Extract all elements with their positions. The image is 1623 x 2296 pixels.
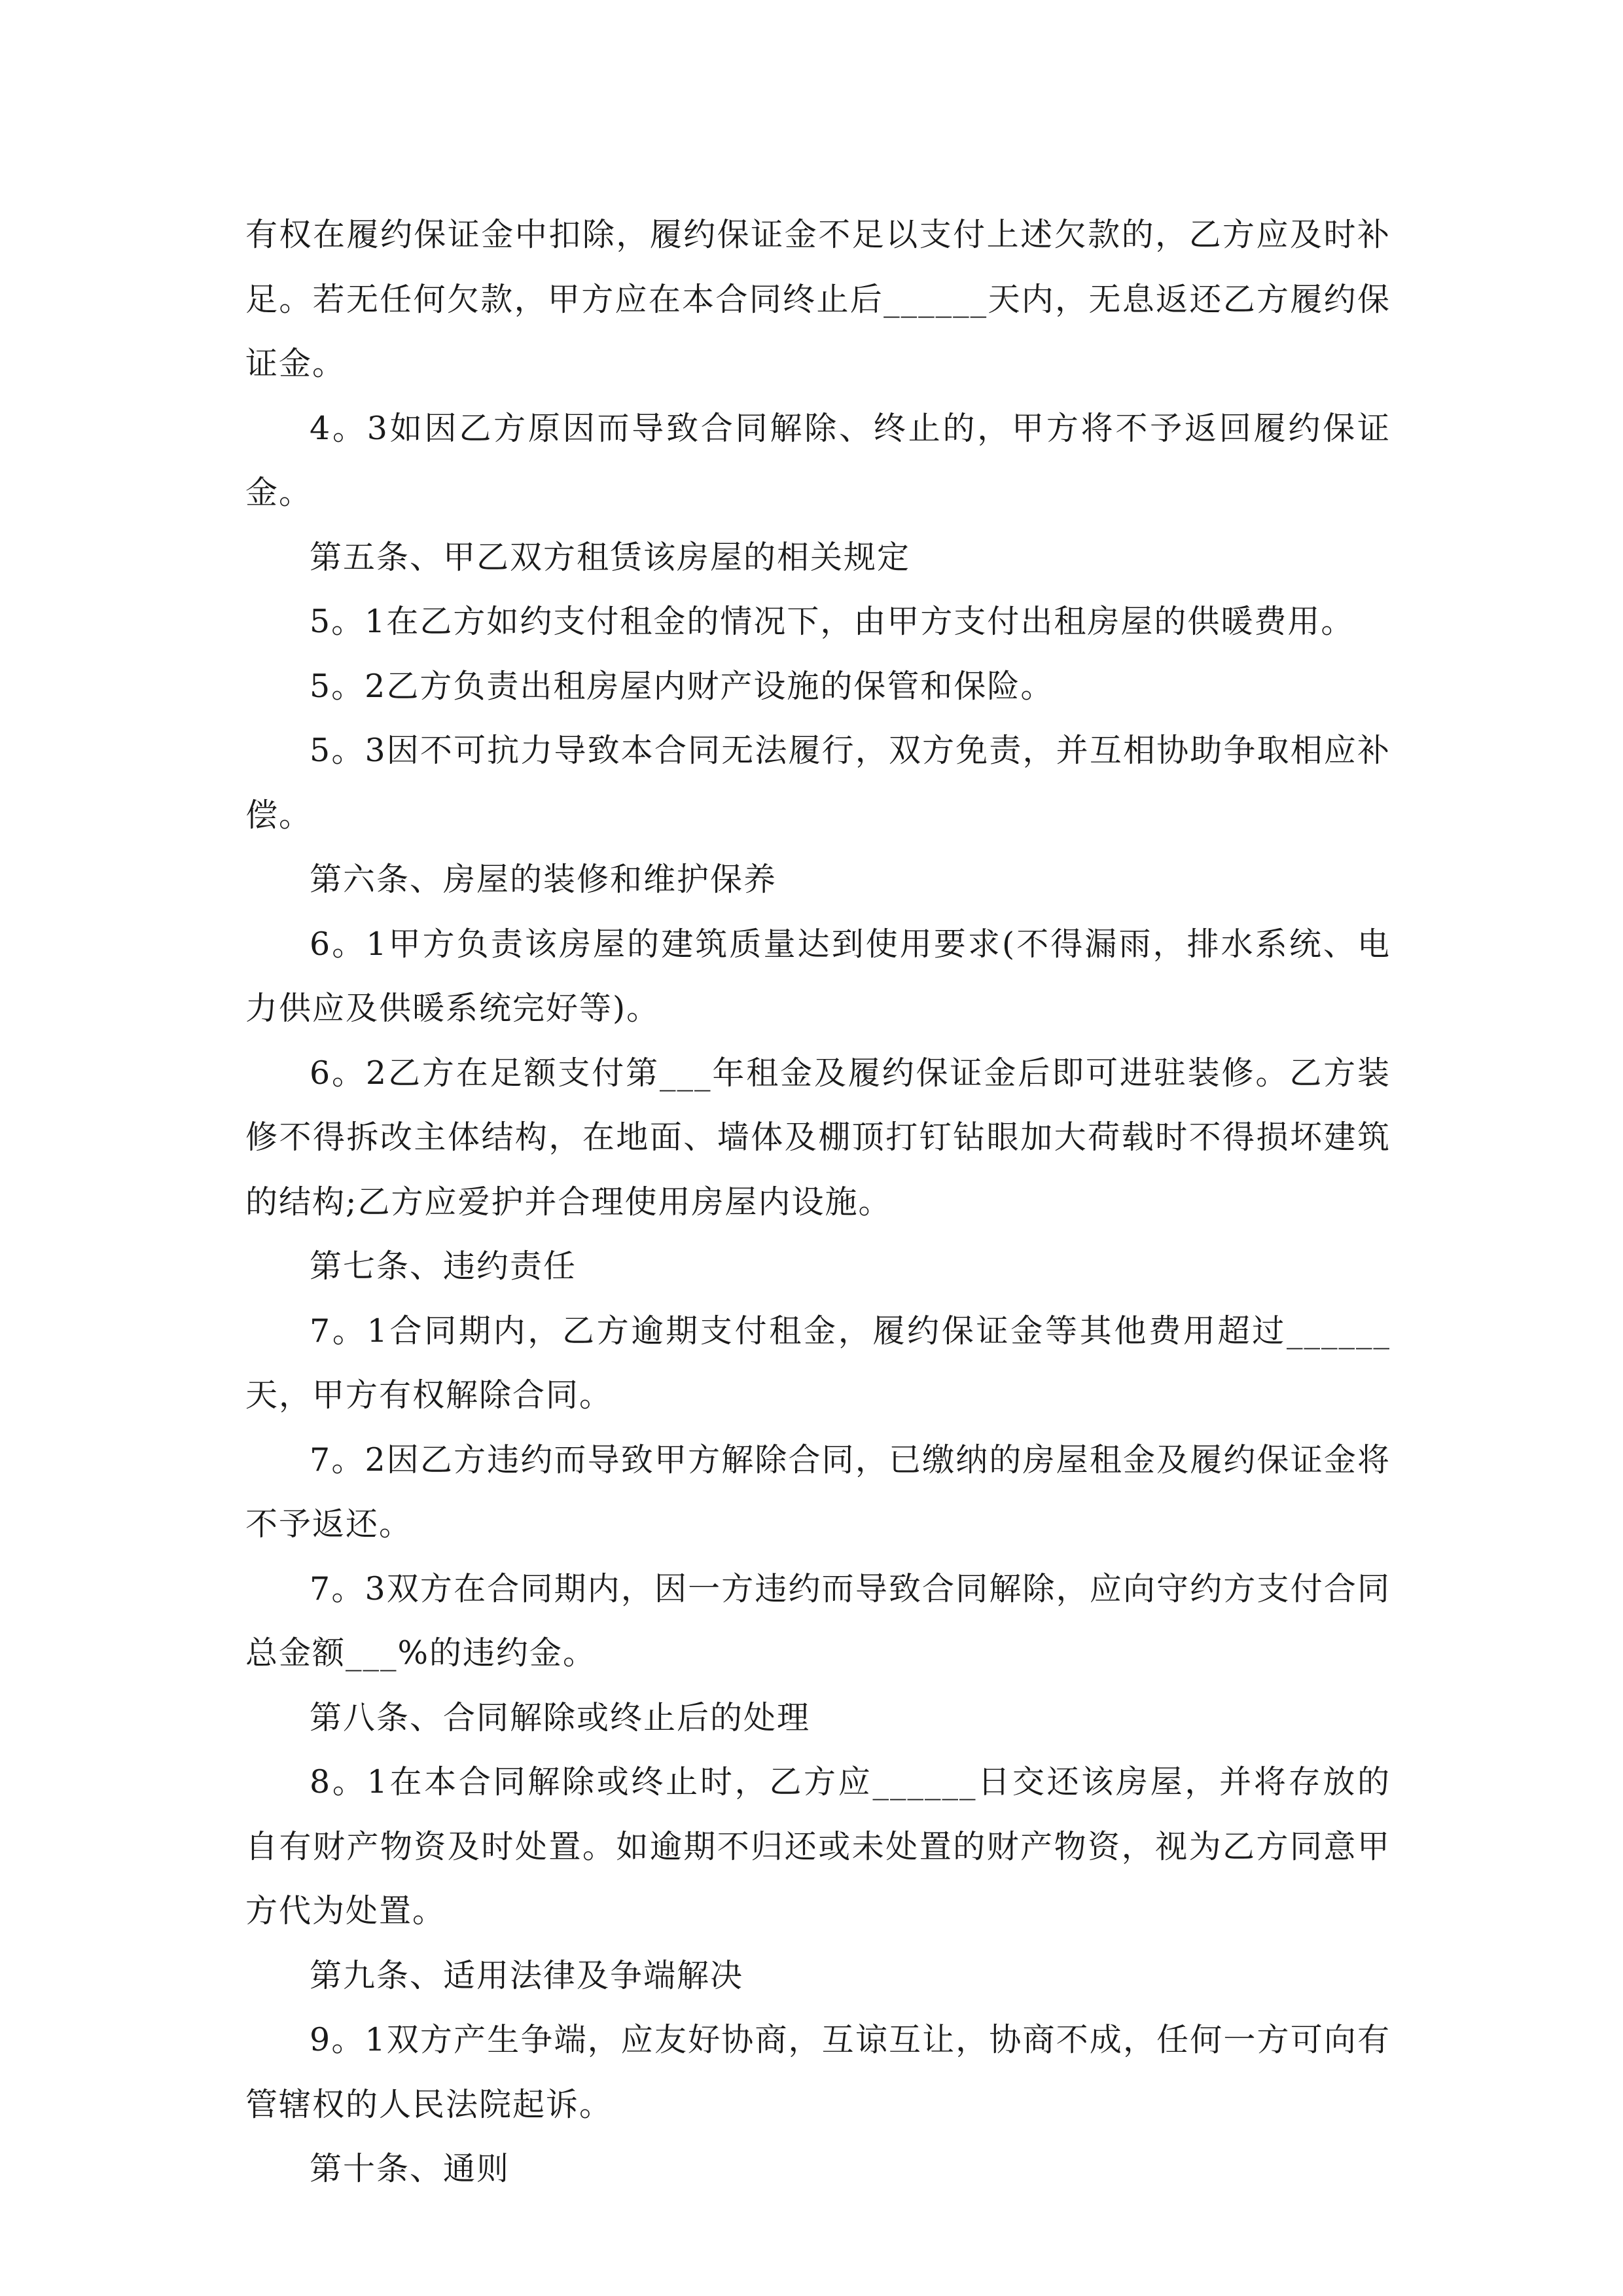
clause-4-3: 4。3如因乙方原因而导致合同解除、终止的，甲方将不予返回履约保证金。 [245, 409, 1391, 511]
article-7-heading: 第七条、违约责任 [310, 1247, 577, 1285]
clause-7-1: 7。1合同期内，乙方逾期支付租金，履约保证金等其他费用超过______天，甲方有权解除合同。 [245, 1312, 1391, 1414]
clause-6-2: 6。2乙方在足额支付第___年租金及履约保证金后即可进驻装修。乙方装修不得拆改主体结构，在地面、墙体及棚顶打钉钻眼加大荷载时不得损坏建筑的结构;乙方应爱护并合理使用房屋内设施。 [245, 1054, 1391, 1221]
article-9-heading: 第九条、适用法律及争端解决 [310, 1956, 744, 1994]
article-5-heading: 第五条、甲乙双方租赁该房屋的相关规定 [310, 538, 911, 576]
clause-5-2: 5。2乙方负责出租房屋内财产设施的保管和保险。 [310, 667, 1054, 705]
clause-8-1: 8。1在本合同解除或终止时，乙方应______日交还该房屋，并将存放的自有财产物资及时处置。如逾期不归还或未处置的财产物资，视为乙方同意甲方代为处置。 [245, 1763, 1391, 1929]
article-10-heading: 第十条、通则 [310, 2150, 510, 2187]
clause-6-1: 6。1甲方负责该房屋的建筑质量达到使用要求(不得漏雨，排水系统、电力供应及供暖系统完好等)。 [245, 925, 1391, 1027]
clause-5-3: 5。3因不可抗力导致本合同无法履行，双方免责，并互相协助争取相应补偿。 [245, 732, 1391, 834]
clause-9-1: 9。1双方产生争端，应友好协商，互谅互让，协商不成，任何一方可向有管辖权的人民法院起诉。 [245, 2021, 1391, 2123]
paragraph-deposit-refund: 有权在履约保证金中扣除，履约保证金不足以支付上述欠款的，乙方应及时补足。若无任何欠款，甲方应在本合同终止后______天内，无息返还乙方履约保证金。 [245, 216, 1391, 382]
clause-5-1: 5。1在乙方如约支付租金的情况下，由甲方支付出租房屋的供暖费用。 [310, 603, 1355, 640]
clause-7-2: 7。2因乙方违约而导致甲方解除合同，已缴纳的房屋租金及履约保证金将不予返还。 [245, 1441, 1391, 1543]
article-8-heading: 第八条、合同解除或终止后的处理 [310, 1698, 811, 1736]
clause-7-3: 7。3双方在合同期内，因一方违约而导致合同解除，应向守约方支付合同总金额___%的违约金。 [245, 1570, 1391, 1672]
article-6-heading: 第六条、房屋的装修和维护保养 [310, 861, 777, 898]
document-body [245, 203, 1391, 2202]
